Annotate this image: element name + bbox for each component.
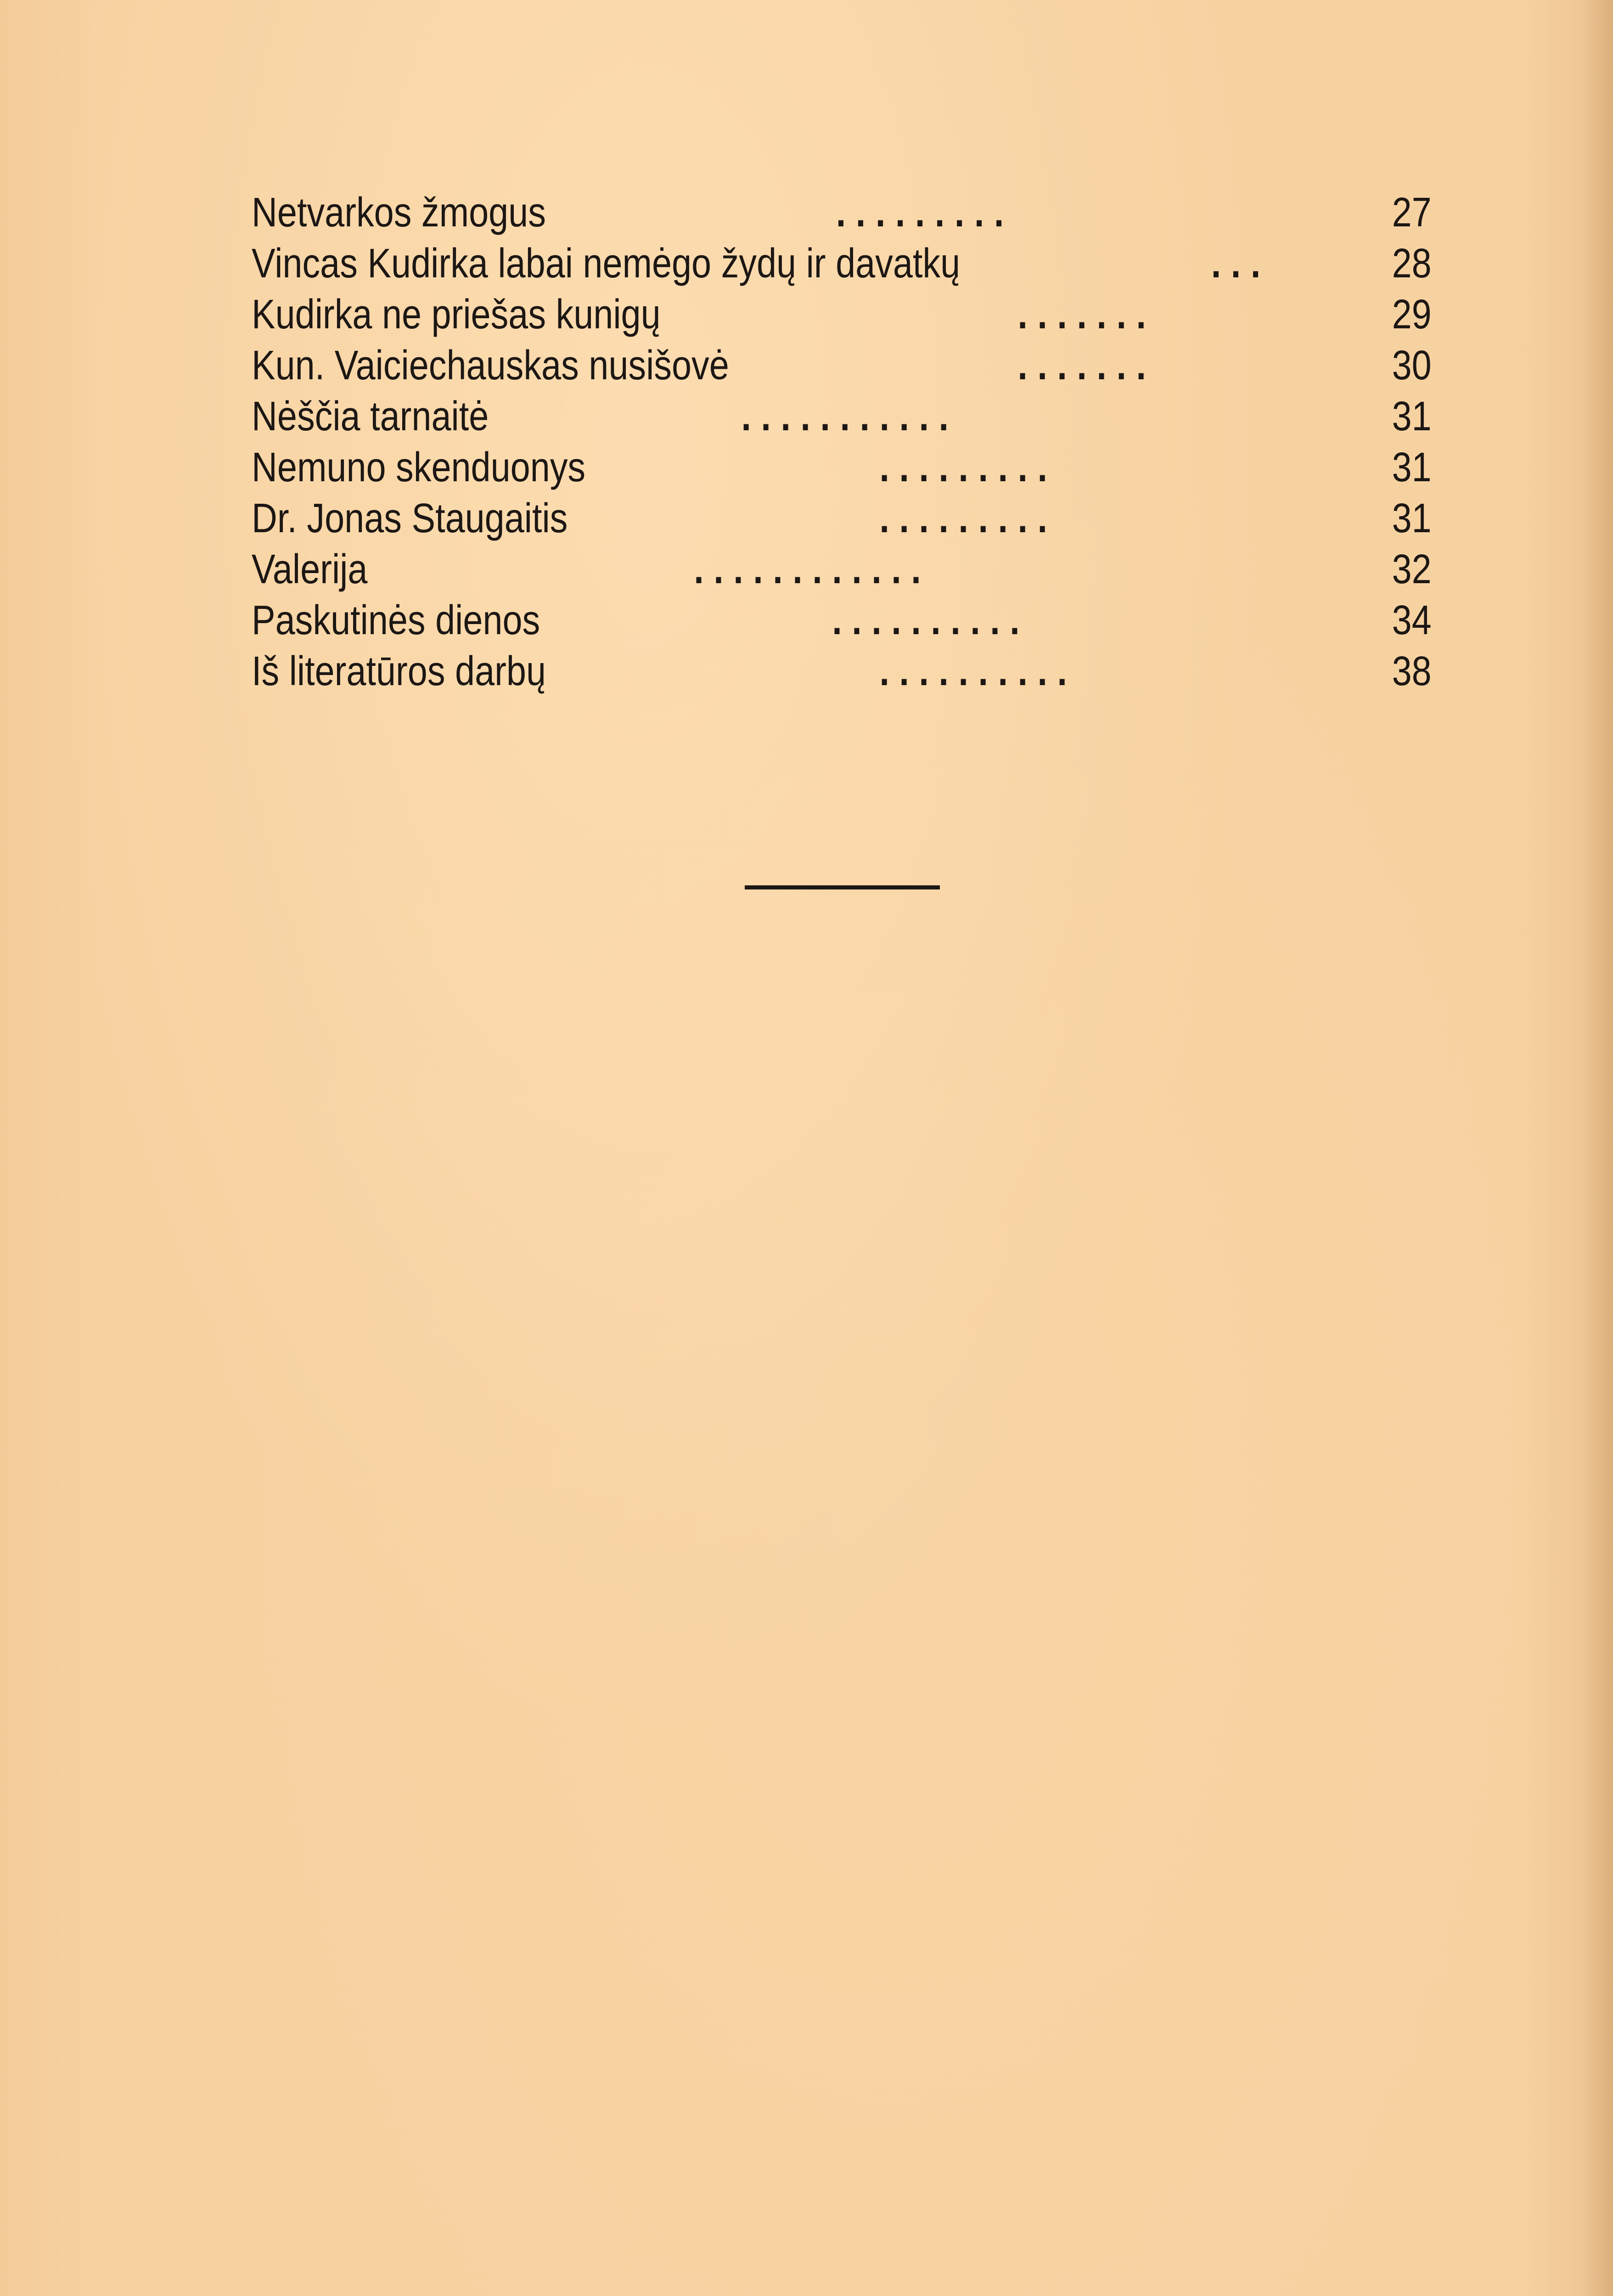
toc-leader-dots: . . . . . . . . . .	[832, 597, 1020, 643]
toc-leader-dots: . . . . . . . . .	[879, 495, 1047, 541]
toc-entry-page: 31	[1392, 445, 1432, 490]
toc-entry-title: Dr. Jonas Staugaitis	[252, 495, 568, 541]
toc-entry	[252, 238, 1432, 289]
toc-leader-dots: . . . . . . . . . . .	[741, 394, 949, 439]
toc-leader-dots: . . . . . . .	[1017, 292, 1146, 338]
toc-leader-dots: . . .	[1211, 241, 1261, 287]
toc-entry-page: 29	[1392, 292, 1432, 338]
toc-entry-title: Kudirka ne priešas kunigų	[252, 292, 661, 338]
toc-entry	[252, 442, 1432, 493]
toc-entry-page: 38	[1392, 648, 1432, 694]
toc-entry-title: Kun. Vaiciechauskas nusišovė	[252, 343, 729, 388]
toc-entry-page: 30	[1392, 343, 1432, 388]
toc-entry-page: 34	[1392, 597, 1432, 643]
toc-leader-dots: . . . . . . . . . .	[879, 648, 1067, 694]
toc-entry	[252, 391, 1432, 442]
toc-entry-page: 27	[1392, 190, 1432, 236]
toc-entry	[252, 493, 1432, 544]
toc-entry-title: Paskutinės dienos	[252, 597, 540, 643]
toc-entry-page: 28	[1392, 241, 1432, 287]
toc-entry-title: Vincas Kudirka labai nemėgo žydų ir davatkų	[252, 241, 961, 287]
toc-entry	[252, 595, 1432, 646]
toc-entry-page: 31	[1392, 495, 1432, 541]
toc-entry	[252, 289, 1432, 340]
toc-leader-dots: . . . . . . . . . . . .	[694, 546, 921, 592]
toc-entry-title: Netvarkos žmogus	[252, 190, 546, 236]
toc-entry-title: Nemuno skenduonys	[252, 445, 586, 490]
toc-entry-page: 31	[1392, 394, 1432, 439]
toc-entry	[252, 187, 1432, 238]
toc-leader-dots: . . . . . . . . .	[836, 190, 1004, 236]
toc-entry-title: Valerija	[252, 546, 368, 592]
toc-entry-title: Iš literatūros darbų	[252, 648, 546, 694]
toc-leader-dots: . . . . . . .	[1017, 343, 1146, 388]
table-of-contents	[252, 187, 1432, 697]
toc-leader-dots: . . . . . . . . .	[879, 445, 1047, 490]
page-edge-shadow	[1581, 0, 1613, 2296]
toc-entry-page: 32	[1392, 546, 1432, 592]
toc-entry	[252, 646, 1432, 697]
toc-entry-title: Nėščia tarnaitė	[252, 394, 489, 439]
toc-entry	[252, 544, 1432, 595]
toc-entry	[252, 340, 1432, 391]
section-divider-rule	[745, 885, 940, 889]
